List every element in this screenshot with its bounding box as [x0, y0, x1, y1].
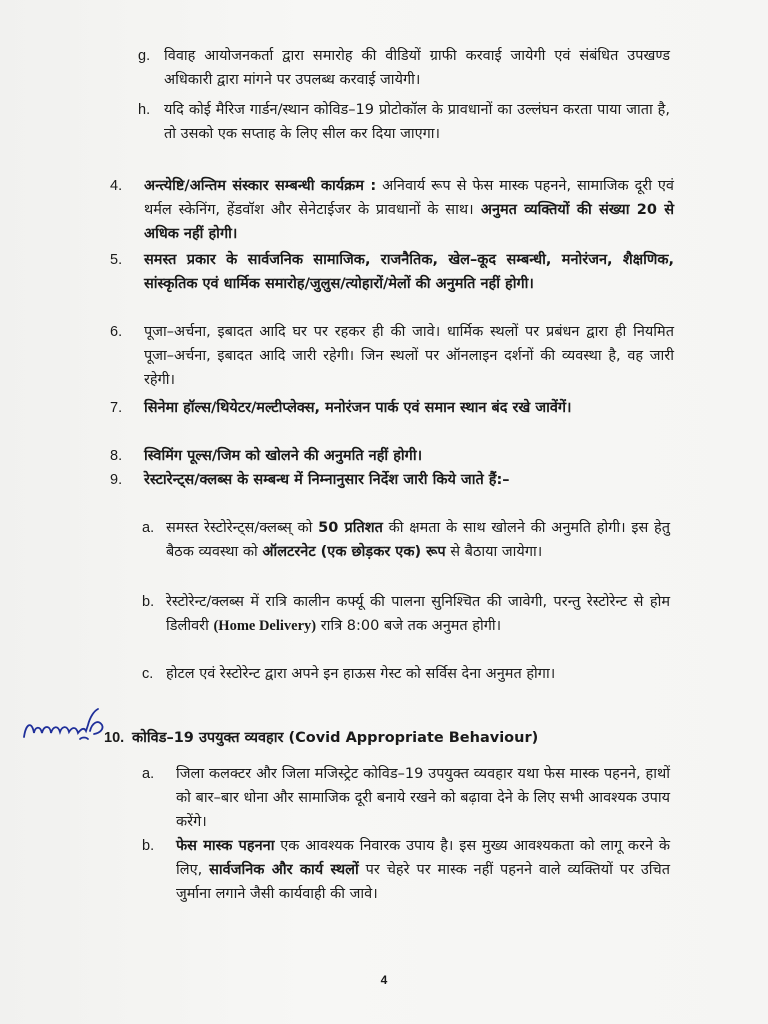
item-5	[110, 248, 674, 296]
item-10b-label: b.	[142, 838, 155, 854]
item-5-label: 5.	[110, 252, 123, 268]
page-number: 4	[380, 973, 388, 987]
item-9a-text-3: से बैठाया जायेगा।	[445, 544, 543, 560]
clause-g-label: g.	[138, 48, 151, 64]
item-9-text: रेस्टारेन्ट्स/क्लब्स के सम्बन्ध में निम्नानुसार निर्देश जारी किये जाते हैं:–	[144, 472, 510, 488]
item-10	[104, 726, 672, 750]
item-9b	[142, 590, 670, 638]
item-10a	[142, 762, 670, 834]
item-4	[110, 174, 675, 246]
item-6-label: 6.	[110, 324, 123, 340]
item-7-label: 7.	[110, 400, 123, 416]
item-10-text: कोविड–19 उपयुक्त व्यवहार (Covid Appropriate Behaviour)	[132, 730, 539, 746]
item-9b-text-2: रात्रि 8:00 बजे तक अनुमत होगी।	[316, 618, 502, 634]
item-10b-text-1: एक आवश्यक निवारक उपाय है। इस मुख्य आवश्यकता को लागू करने के लिए,	[176, 838, 670, 878]
item-9c-text: होटल एवं रेस्टोरेन्ट द्वारा अपने इन हाऊस गेस्ट को सर्विस देना अनुमत होगा।	[166, 666, 556, 682]
item-10a-label: a.	[142, 766, 155, 782]
item-9a-label: a.	[142, 520, 155, 536]
clause-g-text: विवाह आयोजनकर्ता द्वारा समारोह की वीडियों ग्राफी करवाई जायेगी एवं संबंधित उपखण्ड अधिकारी द्वारा मांगने पर उपलब्ध करवाई जायेगी।	[164, 48, 670, 88]
item-9a	[142, 516, 670, 564]
item-9b-text-1: रेस्टोरेन्ट/क्लब्स में रात्रि कालीन कर्फ्यू की पालना सुनिश्चित की जावेगी, परन्तु रेस्टोरेन्ट से होम डिलीवरी	[166, 594, 670, 634]
item-6-text: पूजा–अर्चना, इबादत आदि घर पर रहकर ही की जावे। धार्मिक स्थलों पर प्रबंधन द्वारा ही नियमित पूजा–अर्चना, इबादत आदि जारी रहेगी। जिन स्थलों पर ऑनलाइन दर्शनों की व्यवस्था है, वह जारी रहेगी।	[144, 324, 674, 388]
item-8-label: 8.	[110, 448, 123, 464]
item-4-heading: अन्त्येष्टि/अन्तिम संस्कार सम्बन्धी कार्यक्रम :	[144, 178, 377, 194]
item-4-bold: अनुमत व्यक्तियों की संख्या 20 से अधिक नहीं होगी।	[144, 202, 675, 242]
item-4-text: अनिवार्य रूप से फेस मास्क पहनने, सामाजिक दूरी एवं थर्मल स्केनिंग, हेंडवॉश और सेनेटाईजर के प्रावधानों के साथ।	[144, 178, 674, 218]
item-10b-text-2: पर चेहरे पर मास्क नहीं पहनने वाले व्यक्तियों पर उचित जुर्माना लगाने जैसी कार्यवाही की जावे।	[176, 862, 671, 902]
item-6	[110, 320, 674, 392]
item-8-text: स्विमिंग पूल्स/जिम को खोलने की अनुमति नहीं होगी।	[144, 448, 423, 464]
clause-h-text: यदि कोई मैरिज गार्डन/स्थान कोविड–19 प्रोटोकॉल के प्रावधानों का उल्लंघन करता पाया जाता है, तो उसको एक सप्ताह के लिए सील कर दिया जाएगा।	[164, 102, 670, 142]
clause-h-label: h.	[138, 102, 151, 118]
item-9a-text-1: समस्त रेस्टोरेन्ट्स/क्लब्स् को	[166, 520, 319, 536]
item-9-label: 9.	[110, 472, 123, 488]
clause-h	[138, 98, 670, 146]
item-9a-bold-1: 50 प्रतिशत	[318, 520, 383, 536]
item-10-label: 10.	[104, 730, 125, 746]
item-5-text: समस्त प्रकार के सार्वजनिक सामाजिक, राजनैतिक, खेल–कूद सम्बन्धी, मनोरंजन, शैक्षणिक, सांस्कृतिक एवं धार्मिक समारोह/जुलुस/त्योहारों/मेलों की अनुमति नहीं होगी।	[144, 252, 674, 292]
item-9a-text-2: की क्षमता के साथ खोलने की अनुमति होगी। इस हेतु बैठक व्यवस्था को	[166, 520, 670, 560]
item-10b-bold-2: सार्वजनिक और कार्य स्थलों	[209, 862, 359, 878]
item-8	[110, 444, 674, 468]
clause-g	[138, 44, 670, 92]
item-9	[110, 468, 674, 492]
item-7-text: सिनेमा हॉल्स/थियेटर/मल्टीप्लेक्स, मनोरंजन पार्क एवं समान स्थान बंद रखे जावेंगें।	[144, 400, 572, 416]
item-9c-label: c.	[142, 666, 154, 682]
item-10b	[142, 834, 671, 906]
item-9a-bold-2: ऑलटरनेट (एक छोड़कर एक) रूप	[262, 544, 446, 560]
item-9c	[142, 662, 670, 686]
item-10b-bold-1: फेस मास्क पहनना	[176, 838, 275, 854]
item-10a-text: जिला कलक्टर और जिला मजिस्ट्रेट कोविड–19 उपयुक्त व्यवहार यथा फेस मास्क पहनने, हाथों को बार–बार धोना और सामाजिक दूरी बनाये रखने को बढ़ावा देने के लिए सभी आवश्यक उपाय करेंगे।	[176, 766, 670, 830]
item-7	[110, 396, 674, 420]
handwritten-signature	[20, 703, 116, 749]
item-9b-bold-1: (Home Delivery)	[213, 618, 317, 634]
item-9b-label: b.	[142, 594, 155, 610]
item-4-label: 4.	[110, 178, 123, 194]
